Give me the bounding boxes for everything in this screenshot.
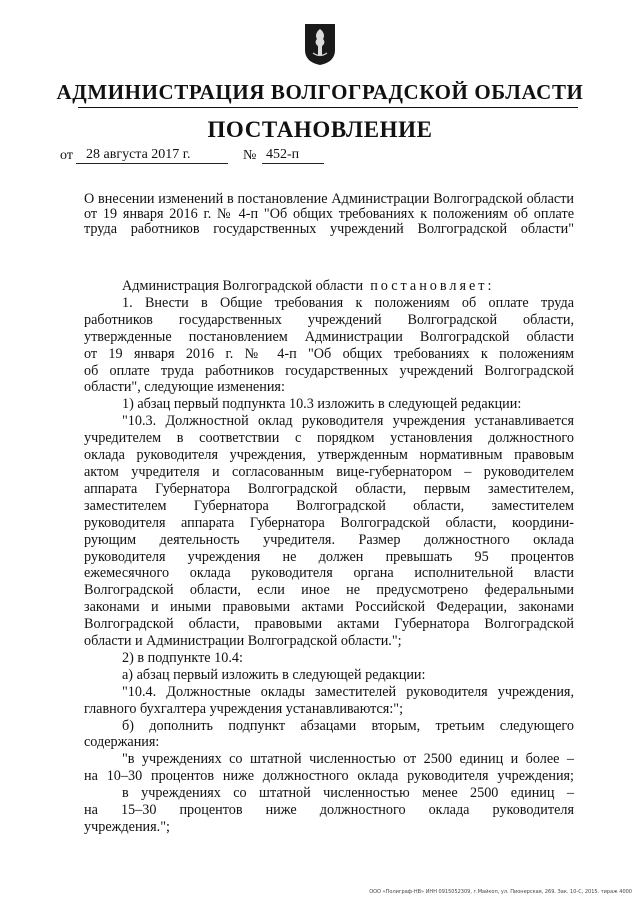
body-line: аппарата Губернатора Волгоградской области, первым заместителем,: [84, 480, 574, 497]
number-label: №: [243, 148, 257, 163]
subject-line: от 19 января 2016 г. № 4-п "Об общих требованиях к положениям об оплате: [84, 206, 574, 222]
body-line: ежемесячного оклада руководителя органа исполнительной власти: [84, 565, 574, 582]
document-subject: [84, 192, 574, 237]
header-rule: [78, 107, 578, 108]
body-line: 1) абзац первый подпункта 10.3 изложить в следующей редакции:: [122, 396, 522, 413]
body-line: об оплате труда работников государственных учреждений Волгоградской: [84, 362, 574, 379]
subject-line: труда работников государственных учреждений Волгоградской области": [84, 221, 574, 237]
body-line: 1. Внести в Общие требования к положениям об оплате труда: [122, 294, 574, 311]
document-type: ПОСТАНОВЛЕНИЕ: [207, 117, 433, 142]
body-line: б) дополнить подпункт абзацами вторым, третьим следующего: [122, 717, 574, 734]
preamble-text: Администрация Волгоградской области: [122, 278, 364, 294]
document-date: 28 августа 2017 г.: [86, 147, 191, 162]
body-line: а) абзац первый изложить в следующей редакции:: [122, 666, 426, 683]
subject-line: О внесении изменений в постановление Администрации Волгоградской области: [84, 191, 574, 207]
body-line: в учреждениях со штатной численностью менее 2500 единиц –: [122, 785, 574, 802]
body-line: главного бухгалтера учреждения устанавливаются:";: [84, 700, 404, 717]
body-line: руководителя учреждения не должен превышать 95 процентов: [84, 548, 574, 565]
preamble: [84, 278, 574, 295]
number-underline: [262, 163, 324, 164]
date-underline: [76, 163, 228, 164]
body-line: 2) в подпункте 10.4:: [122, 649, 243, 666]
body-line: "10.4. Должностные оклады заместителей руководителя учреждения,: [122, 683, 574, 700]
body-line: рующим деятельность учредителя. Размер должностного оклада: [84, 531, 574, 548]
body-line: на 15–30 процентов ниже должностного оклада руководителя: [84, 802, 574, 819]
document-number: 452-п: [266, 147, 300, 162]
body-line: оклада руководителя учреждения, утвержденным нормативным правовым: [84, 447, 574, 464]
body-line: от 19 января 2016 г. № 4-п "Об общих требованиях к положениям: [84, 345, 574, 362]
body-line: заместителем Губернатора Волгоградской области, заместителем: [84, 497, 574, 514]
coat-of-arms-emblem: [303, 22, 337, 66]
body-line: актом учредителя и согласованным вице-губернатором – руководителем: [84, 463, 574, 480]
body-line: законами и иными правовыми актами Российской Федерации, законами: [84, 599, 574, 616]
body-line: Волгоградской области, если иное не предусмотрено федеральными: [84, 582, 574, 599]
body-line: содержания:: [84, 734, 160, 751]
body-line: "в учреждениях со штатной численностью от 2500 единиц и более –: [122, 751, 574, 768]
body-line: утвержденные постановлением Администрации Волгоградской области: [84, 328, 574, 345]
organization-name: АДМИНИСТРАЦИЯ ВОЛГОГРАДСКОЙ ОБЛАСТИ: [56, 80, 584, 104]
document-body: [84, 278, 574, 836]
body-line: Волгоградской области, правовыми актами Губернатора Волгоградской: [84, 616, 574, 633]
body-line: работников государственных учреждений Волгоградской области,: [84, 311, 574, 328]
body-line: "10.3. Должностной оклад руководителя учреждения устанавливается: [122, 413, 574, 430]
body-line: на 10–30 процентов ниже должностного оклада руководителя учреждения;: [84, 768, 574, 785]
body-line: руководителя аппарата Губернатора Волгоградской области, координи-: [84, 514, 574, 531]
date-label: от: [60, 148, 73, 163]
printer-imprint: ООО «Полиграф-НВ» ИНН 0915052309, г.Майкоп, ул. Пионерская, 269. Зак. 10-С, 2015. тираж 4000: [369, 889, 632, 895]
preamble-verb: постановляет:: [370, 278, 495, 294]
body-line: области и Администрации Волгоградской области.";: [84, 633, 402, 650]
body-line: учреждения.";: [84, 819, 170, 835]
body-line: области", следующие изменения:: [84, 379, 285, 396]
body-line: учредителем в соответствии с порядком установления должностного: [84, 430, 574, 447]
